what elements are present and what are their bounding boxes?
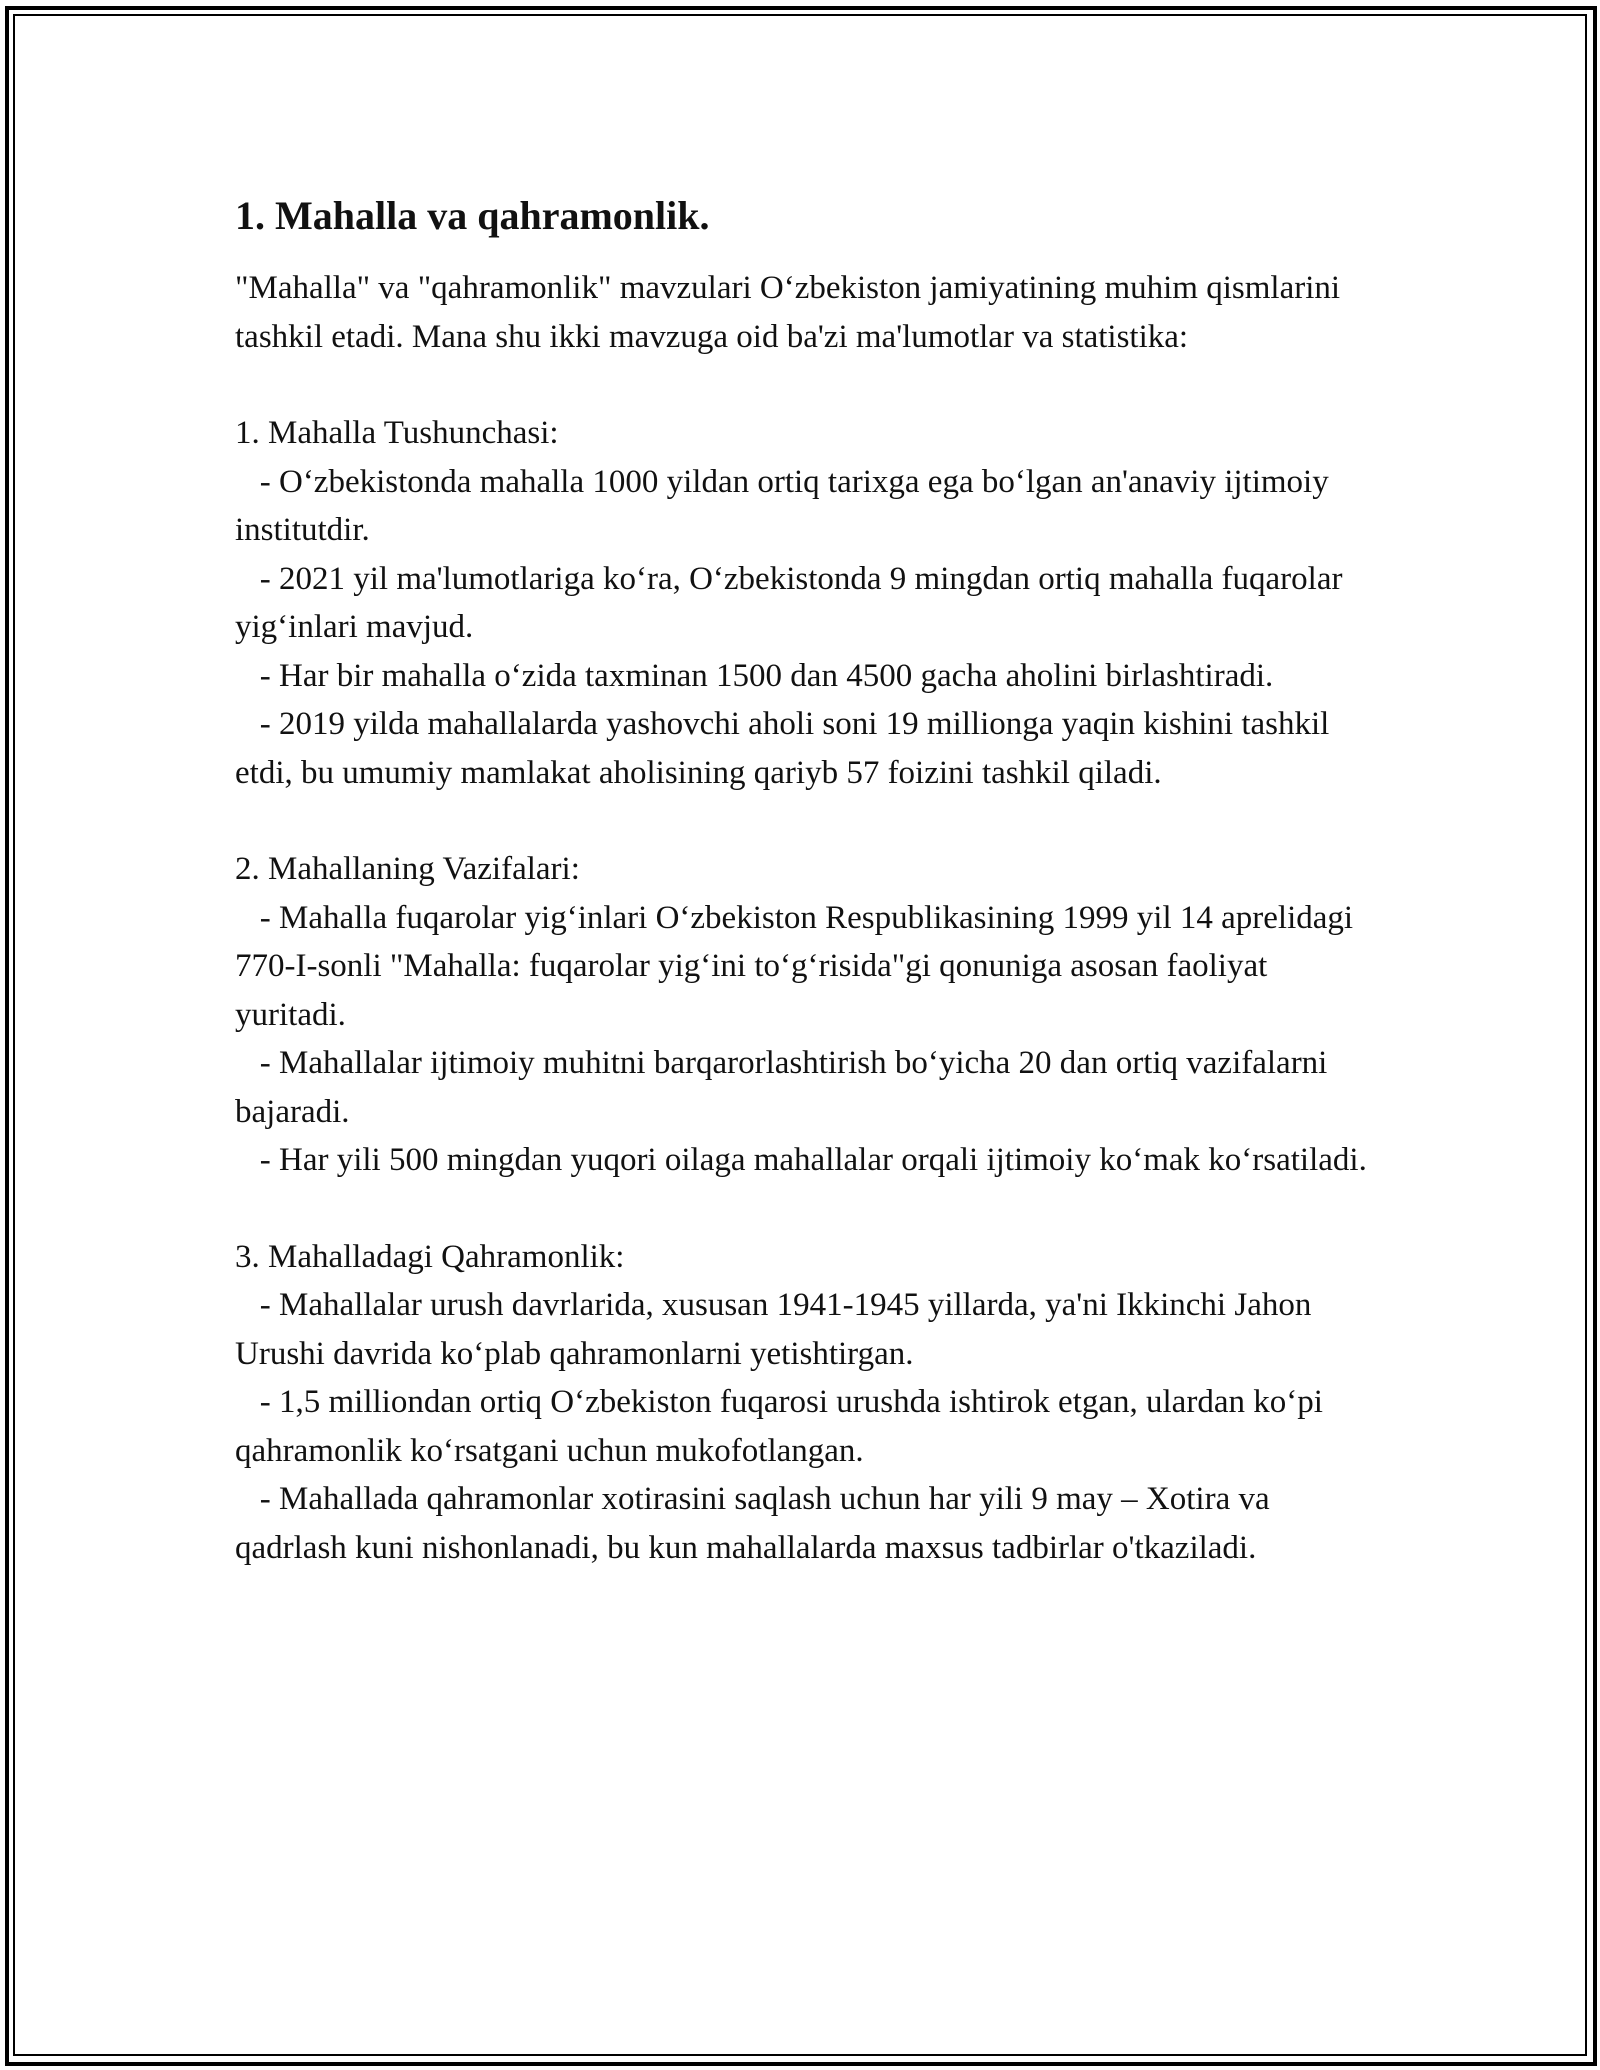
section-mahalla-duties: [235, 845, 1375, 1185]
document-heading: 1. Mahalla va qahramonlik.: [235, 193, 710, 238]
bullet-item: - O‘zbekistonda mahalla 1000 yildan ortiq tarixga ega bo‘lgan an'anaviy ijtimoiy institutdir.: [235, 463, 1337, 548]
bullet-item: - Mahallalar urush davrlarida, xususan 1941-1945 yillarda, ya'ni Ikkinchi Jahon Urushi davrida ko‘plab qahramonlarni yetishtirgan.: [235, 1287, 1320, 1372]
bullet-item: - Har bir mahalla o‘zida taxminan 1500 dan 4500 gacha aholini birlashtiradi.: [259, 657, 1274, 694]
section-title: 1. Mahalla Tushunchasi:: [235, 415, 559, 451]
section-title: 2. Mahallaning Vazifalari:: [235, 851, 580, 887]
bullet-item: - 2021 yil ma'lumotlariga ko‘ra, O‘zbekistonda 9 mingdan ortiq mahalla fuqarolar yig‘inlari mavjud.: [235, 560, 1351, 645]
section-mahalla-heroism: [235, 1233, 1375, 1573]
bullet-item: - Mahallada qahramonlar xotirasini saqlash uchun har yili 9 may – Xotira va qadrlash kuni nishonlanadi, bu kun mahallalarda maxsus tadbirlar o'tkaziladi.: [235, 1481, 1278, 1566]
section-mahalla-concept: [235, 409, 1375, 797]
document-body: [235, 188, 1375, 1572]
section-title: 3. Mahalladagi Qahramonlik:: [235, 1238, 625, 1275]
bullet-item: - 2019 yilda mahallalarda yashovchi aholi soni 19 millionga yaqin kishini tashkil etdi, bu umumiy mamlakat aholisining qariyb 57 foizini tashkil qiladi.: [235, 706, 1338, 791]
bullet-item: - 1,5 milliondan ortiq O‘zbekiston fuqarosi urushda ishtirok etgan, ulardan ko‘pi qahramonlik ko‘rsatgani uchun mukofotlangan.: [235, 1384, 1332, 1469]
intro-paragraph: "Mahalla" va "qahramonlik" mavzulari O‘zbekiston jamiyatining muhim qismlarini tashkil etadi. Mana shu ikki mavzuga oid ba'zi ma'lumotlar va statistika:: [235, 270, 1341, 355]
bullet-item: - Mahallalar ijtimoiy muhitni barqarorlashtirish bo‘yicha 20 dan ortiq vazifalarni bajaradi.: [235, 1045, 1336, 1130]
bullet-item: - Har yili 500 mingdan yuqori oilaga mahallalar orqali ijtimoiy ko‘mak ko‘rsatiladi.: [259, 1142, 1367, 1178]
bullet-item: - Mahalla fuqarolar yig‘inlari O‘zbekiston Respublikasining 1999 yil 14 aprelidagi 770-I-sonli "Mahalla: fuqarolar yig‘ini to‘g‘risida"gi qonuniga asosan faoliyat yuritadi.: [235, 899, 1362, 1033]
